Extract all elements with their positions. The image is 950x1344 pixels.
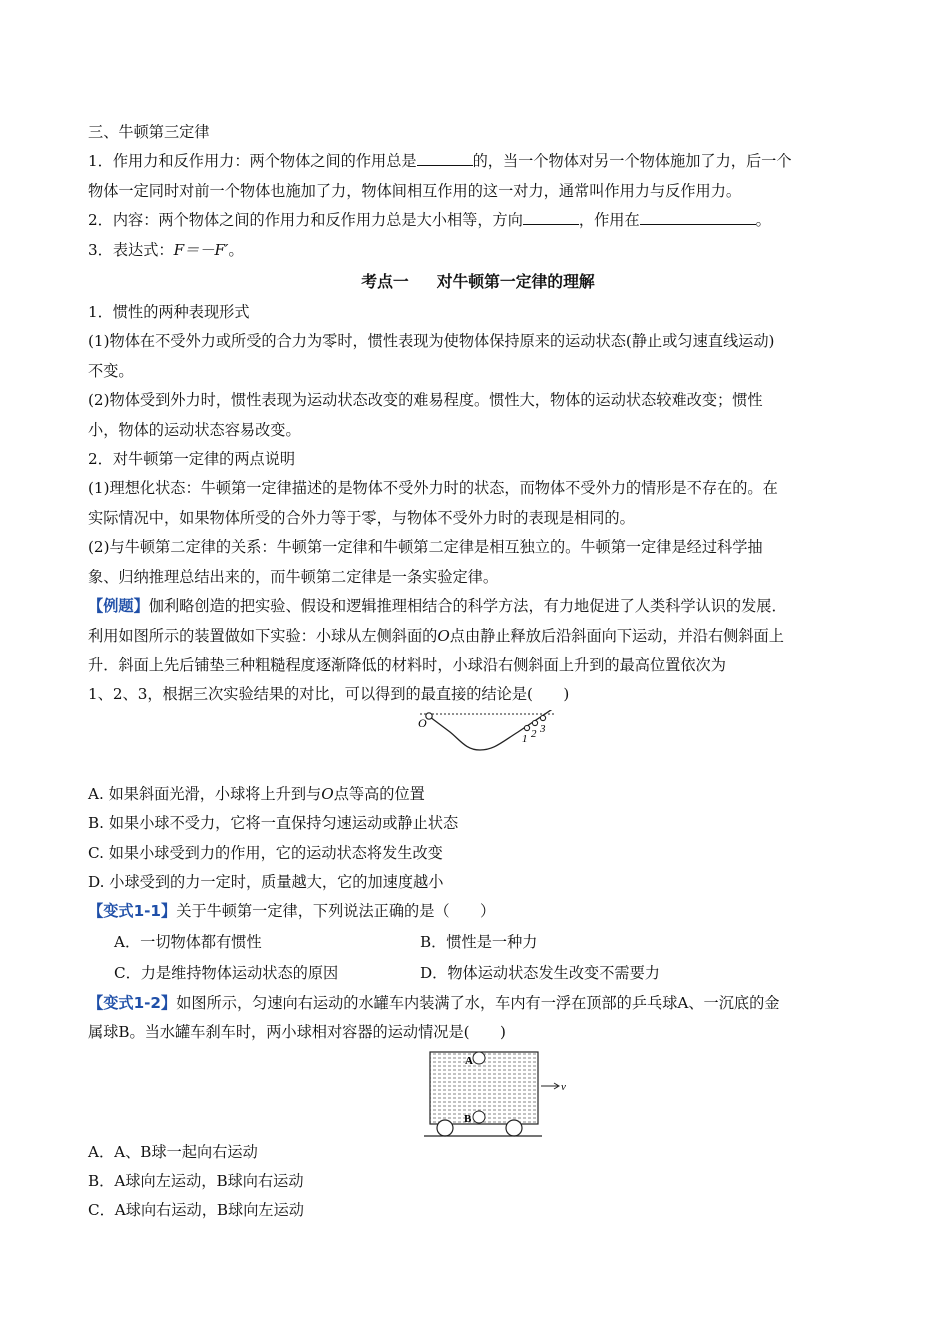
label-v: v [561,1080,566,1093]
law3-item1-cont: 物体一定同时对前一个物体也施加了力，物体间相互作用的这一对力，通常叫作用力与反作用力。 [88,181,742,200]
para: (2)物体受到外力时，惯性表现为运动状态改变的难易程度。惯性大，物体的运动状态较难改变；惯性 [88,391,763,410]
ball-a [473,1052,485,1064]
variant1-option-b[interactable]: B．惯性是一种力 [420,932,538,951]
tank-figure [88,1048,868,1138]
variant1-option-a[interactable]: A．一切物体都有惯性 [114,932,262,951]
label-b: B [464,1112,472,1125]
option-b[interactable]: B. 如果小球不受力，它将一直保持匀速运动或静止状态 [88,814,459,833]
wheel-right [506,1120,522,1136]
variant2-question-cont: 属球B。当水罐车刹车时，两小球相对容器的运动情况是( ) [88,1023,506,1042]
example-tag: 【例题】 [88,597,149,616]
variant2-option-a[interactable]: A．A、B球一起向右运动 [88,1142,258,1161]
ball-2 [532,720,537,725]
label-3: 3 [540,722,546,735]
label-o: O [418,715,427,730]
example-line3: 升．斜面上先后铺垫三种粗糙程度逐渐降低的材料时，小球沿右侧斜面上升到的最高位置依次为 [88,655,726,674]
example-line4: 1、2、3，根据三次实验结果的对比，可以得到的最直接的结论是( ) [88,685,570,704]
option-d[interactable]: D. 小球受到的力一定时，质量越大，它的加速度越小 [88,872,444,891]
label-2: 2 [531,727,537,740]
tank-diagram [88,1048,868,1138]
variant1-tag: 【变式1-1】 [88,902,177,921]
incline-figure [88,710,868,780]
variant1-options-row2 [88,958,868,989]
label-1: 1 [522,732,528,745]
law3-item2: 2．内容：两个物体之间的作用力和反作用力总是大小相等，方向 ，作用在 。 [88,206,868,235]
para: (1)理想化状态：牛顿第一定律描述的是物体不受外力时的状态，而物体不受外力的情形是不存在的。在 [88,479,778,498]
ball-b [473,1111,485,1123]
variant1-option-c[interactable]: C．力是维持物体运动状态的原因 [114,963,339,982]
section-title: 三、牛顿第三定律 [88,123,210,141]
variant2-question: 【变式1-2】如图所示，匀速向右运动的水罐车内装满了水，车内有一浮在顶部的乒乓球A、一沉底的金 [88,993,780,1012]
para: 2．对牛顿第一定律的两点说明 [88,450,296,469]
para: 实际情况中，如果物体所受的合外力等于零，与物体不受外力时的表现是相同的。 [88,508,635,527]
option-c[interactable]: C. 如果小球受到力的作用，它的运动状态将发生改变 [88,843,443,862]
variant1-options-row1 [88,927,868,958]
label-a: A [465,1054,473,1067]
variant2-tag: 【变式1-2】 [88,993,177,1012]
variant2-option-c[interactable]: C．A球向右运动，B球向左运动 [88,1201,304,1220]
para: 象、归纳推理总结出来的，而牛顿第二定律是一条实验定律。 [88,567,499,586]
fill-blank[interactable] [417,148,473,166]
ball-o [426,713,432,719]
fill-blank[interactable] [640,207,756,225]
para: (2)与牛顿第二定律的关系：牛顿第一定律和牛顿第二定律是相互独立的。牛顿第一定律是经过科学抽 [88,538,763,557]
option-a[interactable]: A. 如果斜面光滑，小球将上升到与O点等高的位置 [88,784,425,803]
formula: F＝－F′ [173,240,229,259]
variant1-question: 【变式1-1】关于牛顿第一定律，下列说法正确的是（ ） [88,902,496,921]
ball-1 [524,725,529,730]
para: 小，物体的运动状态容易改变。 [88,420,301,439]
law3-item3: 3．表达式：F＝－F′。 [88,240,244,259]
law3-item1: 1．作用力和反作用力：两个物体之间的作用总是 的，当一个物体对另一个物体施加了力，后一个 [88,147,868,176]
variant2-option-b[interactable]: B．A球向左运动，B球向右运动 [88,1171,304,1190]
variant1-option-d[interactable]: D．物体运动状态发生改变不需要力 [420,963,660,982]
document-page [88,118,868,1226]
para: 不变。 [88,361,134,380]
example-line2: 利用如图所示的装置做如下实验：小球从左侧斜面的O点由静止释放后沿斜面向下运动，并沿右侧斜面上 [88,626,784,645]
kaodian-heading: 考点一 对牛顿第一定律的理解 [361,272,595,292]
example-line1: 【例题】伽利略创造的把实验、假设和逻辑推理相结合的科学方法，有力地促进了人类科学认识的发展． [88,597,787,616]
fill-blank[interactable] [523,207,579,225]
wheel-left [437,1120,453,1136]
para: 1．惯性的两种表现形式 [88,303,250,322]
incline-diagram [88,710,868,780]
ball-3 [540,715,545,720]
para: (1)物体在不受外力或所受的合力为零时，惯性表现为使物体保持原来的运动状态(静止或匀速直线运动) [88,332,775,351]
